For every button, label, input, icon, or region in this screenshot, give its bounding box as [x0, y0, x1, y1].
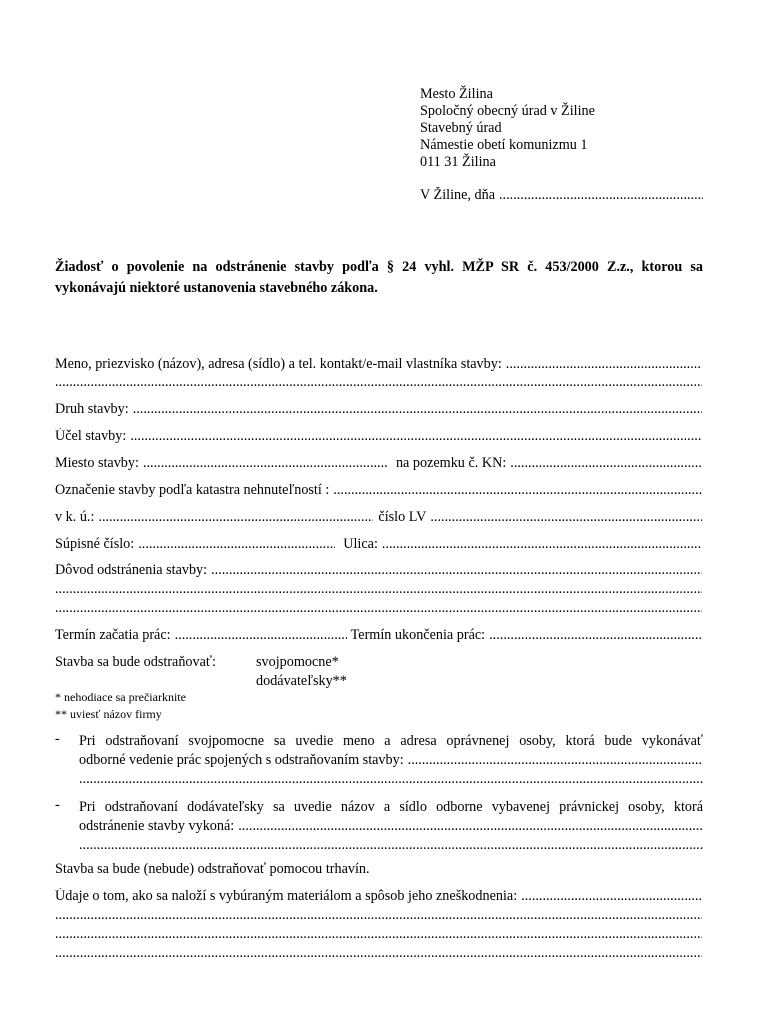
street-blank[interactable] [382, 536, 702, 553]
material-continuation-1[interactable] [55, 907, 702, 925]
method-option-contractor[interactable]: dodávateľsky** [256, 673, 347, 689]
material-continuation-2[interactable] [55, 926, 702, 944]
building-purpose-label: Účel stavby: [55, 428, 127, 444]
contractor-blank[interactable] [238, 818, 703, 835]
self-help-field[interactable] [79, 752, 703, 770]
date-label: V Žiline, dňa [420, 187, 495, 203]
recipient-line-4: Námestie obetí komunizmu 1 [420, 137, 588, 153]
cadastral-area-blank[interactable] [98, 509, 373, 526]
recipient-line-1: Mesto Žilina [420, 86, 493, 102]
footnote-strike: * nehodiace sa prečiarknite [55, 690, 186, 704]
contractor-label: odstránenie stavby vykoná: [79, 818, 235, 834]
bullet-dash-2: - [55, 797, 60, 813]
self-help-blank-line-2[interactable] [79, 771, 703, 788]
building-purpose-blank[interactable] [130, 428, 702, 445]
material-blank-line-3[interactable] [55, 926, 702, 943]
building-type-field[interactable] [55, 401, 702, 419]
form-title: Žiadosť o povolenie na odstránenie stavby podľa § 24 vyhl. MŽP SR č. 453/2000 Z.z., ktorou sa vykonávajú niektoré ustanovenia stavebného zákona. [55, 259, 703, 296]
cadastre-designation-field[interactable] [55, 482, 702, 500]
material-blank[interactable] [521, 888, 702, 905]
building-location-label: Miesto stavby: [55, 455, 139, 471]
material-continuation-3[interactable] [55, 945, 702, 963]
date-field[interactable] [420, 187, 703, 205]
registry-number-blank[interactable] [138, 536, 335, 553]
registry-number-field[interactable] [55, 536, 702, 554]
removal-reason-field[interactable] [55, 562, 702, 580]
recipient-address [420, 86, 595, 171]
contractor-field[interactable] [79, 818, 703, 836]
lv-number-blank[interactable] [430, 509, 702, 526]
material-label: Údaje o tom, ako sa naloží s vybúraným materiálom a spôsob jeho zneškodnenia: [55, 888, 518, 904]
removal-reason-blank[interactable] [211, 562, 702, 579]
lv-number-label: číslo LV [378, 509, 427, 525]
building-location-blank[interactable] [143, 455, 387, 472]
contractor-field-continuation[interactable] [79, 837, 703, 855]
cadastre-designation-blank[interactable] [333, 482, 702, 499]
parcel-label: na pozemku č. KN: [395, 455, 507, 471]
self-help-blank[interactable] [408, 752, 703, 769]
street-label: Ulica: [343, 536, 378, 552]
material-blank-line-2[interactable] [55, 907, 702, 924]
contractor-blank-line-2[interactable] [79, 837, 703, 854]
self-help-field-continuation[interactable] [79, 771, 703, 789]
building-type-blank[interactable] [133, 401, 702, 418]
cadastre-designation-label: Označenie stavby podľa katastra nehnuteľností : [55, 482, 330, 498]
bullet-dash-1: - [55, 731, 60, 747]
removal-reason-blank-line-2[interactable] [55, 581, 702, 598]
recipient-line-3: Stavebný úrad [420, 120, 502, 136]
start-date-label: Termín začatia prác: [55, 627, 171, 643]
contractor-instruction: Pri odstraňovaní dodávateľsky sa uvedie názov a sídlo odborne vybavenej právnickej osoby, ktorá [79, 799, 703, 815]
material-field[interactable] [55, 888, 702, 906]
end-date-label: Termín ukončenia prác: [350, 627, 486, 643]
end-date-blank[interactable] [489, 627, 702, 644]
removal-reason-continuation-2[interactable] [55, 600, 702, 618]
work-dates-field[interactable] [55, 627, 702, 645]
owner-field[interactable] [55, 356, 702, 374]
cadastral-area-label: v k. ú.: [55, 509, 95, 525]
date-blank[interactable] [499, 187, 703, 204]
material-blank-line-4[interactable] [55, 945, 702, 962]
self-help-label: odborné vedenie prác spojených s odstraňovaním stavby: [79, 752, 404, 768]
recipient-line-2: Spoločný obecný úrad v Žiline [420, 103, 595, 119]
registry-number-label: Súpisné číslo: [55, 536, 135, 552]
parcel-blank[interactable] [510, 455, 702, 472]
owner-field-continuation[interactable] [55, 374, 702, 392]
removal-reason-continuation-1[interactable] [55, 581, 702, 599]
owner-blank[interactable] [506, 356, 702, 373]
start-date-blank[interactable] [175, 627, 347, 644]
method-option-self-help[interactable]: svojpomocne* [256, 654, 339, 670]
owner-label: Meno, priezvisko (názov), adresa (sídlo) a tel. kontakt/e-mail vlastníka stavby: [55, 356, 502, 372]
cadastral-area-field[interactable] [55, 509, 702, 527]
removal-reason-label: Dôvod odstránenia stavby: [55, 562, 208, 578]
building-location-field[interactable] [55, 455, 702, 473]
removal-method-label: Stavba sa bude odstraňovať: [55, 654, 216, 670]
building-type-label: Druh stavby: [55, 401, 129, 417]
recipient-line-5: 011 31 Žilina [420, 154, 496, 170]
self-help-instruction: Pri odstraňovaní svojpomocne sa uvedie meno a adresa oprávnenej osoby, ktorá bude vykonávať [79, 733, 703, 749]
owner-blank-line-2[interactable] [55, 374, 702, 391]
explosives-statement: Stavba sa bude (nebude) odstraňovať pomocou trhavín. [55, 861, 370, 877]
footnote-company: ** uviesť názov firmy [55, 707, 162, 721]
removal-reason-blank-line-3[interactable] [55, 600, 702, 617]
building-purpose-field[interactable] [55, 428, 702, 446]
